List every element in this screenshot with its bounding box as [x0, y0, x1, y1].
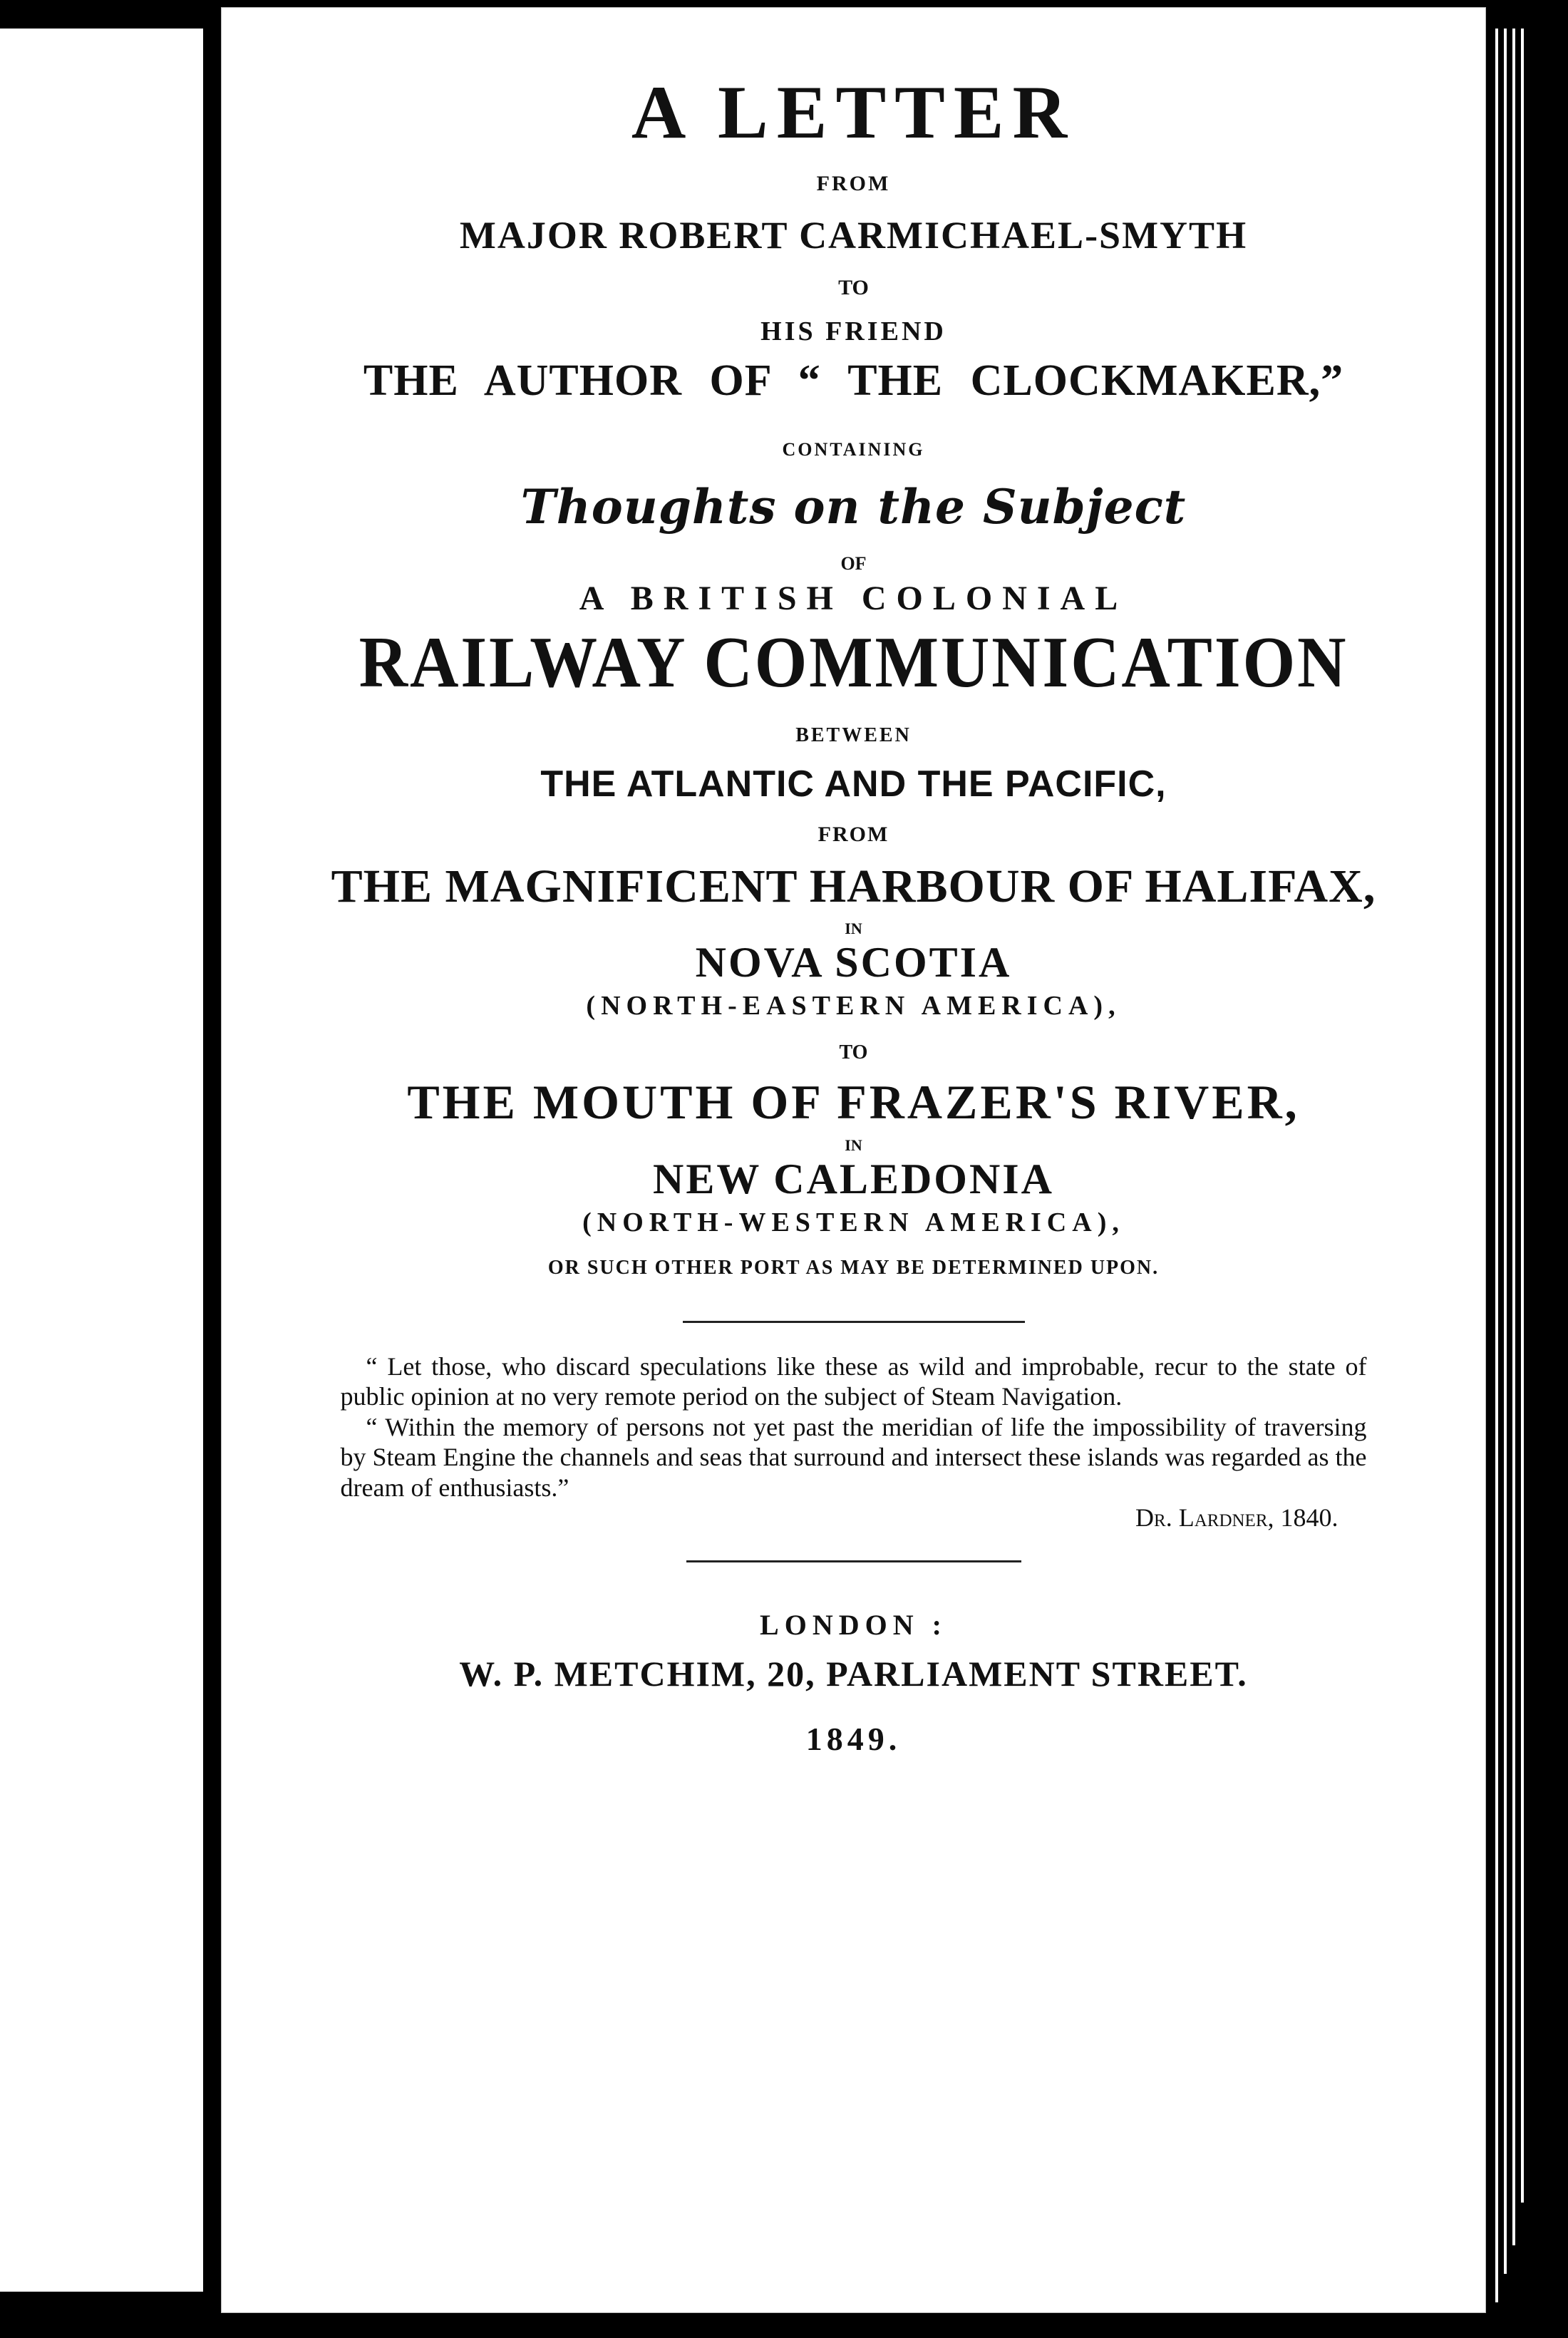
author-name: MAJOR ROBERT CARMICHAEL-SMYTH	[459, 214, 1248, 257]
from-label-2: FROM	[817, 823, 889, 846]
railway-heading: RAILWAY COMMUNICATION	[359, 622, 1348, 703]
quote-paragraph: “ Within the memory of persons not yet past the meridian of life the impossibility of traversing by Steam Engine the channels and seas that surround and intersect these islands was regarded as the dream of enthusiasts.”	[340, 1412, 1367, 1502]
divider-rule	[686, 1560, 1021, 1562]
page-edge-strip	[1504, 29, 1507, 2274]
quote-attribution: Dr. Lardner, 1840.	[1135, 1503, 1339, 1533]
thoughts-heading: Thoughts on the Subject	[520, 479, 1187, 535]
in-label-2: IN	[845, 1136, 862, 1154]
containing-label: CONTAINING	[782, 439, 925, 460]
divider-rule	[683, 1321, 1025, 1323]
imprint-city: LONDON :	[760, 1608, 947, 1641]
page-edge-strip	[1495, 29, 1498, 2302]
title-page	[221, 7, 1486, 2313]
page-edge-strip	[1521, 29, 1524, 2203]
from-label: FROM	[816, 172, 891, 195]
left-page-edge	[0, 29, 203, 2292]
title-page-content	[221, 71, 1486, 1758]
to-label-2: TO	[839, 1041, 868, 1064]
to-label: TO	[838, 276, 869, 299]
halifax-line: THE MAGNIFICENT HARBOUR OF HALIFAX,	[331, 860, 1376, 912]
other-port-line: OR SUCH OTHER PORT AS MAY BE DETERMINED UPON.	[547, 1257, 1160, 1279]
british-colonial-line: A BRITISH COLONIAL	[579, 580, 1128, 617]
north-western-line: (NORTH-WESTERN AMERICA),	[582, 1207, 1125, 1237]
quote-paragraph: “ Let those, who discard speculations like these as wild and improbable, recur to the state of public opinion at no very remote period on the subject of Steam Navigation.	[340, 1352, 1367, 1411]
north-eastern-line: (NORTH-EASTERN AMERICA),	[586, 991, 1121, 1021]
his-friend-label: HIS FRIEND	[760, 316, 947, 346]
page-edge-strip	[1512, 29, 1515, 2245]
epigraph-quote	[341, 1351, 1367, 1533]
page-title: A LETTER	[631, 71, 1076, 154]
nova-scotia-line: NOVA SCOTIA	[695, 939, 1012, 986]
imprint-year: 1849.	[805, 1720, 902, 1757]
of-label: OF	[840, 553, 867, 574]
in-label: IN	[845, 920, 862, 937]
frazer-river-line: THE MOUTH OF FRAZER'S RIVER,	[407, 1075, 1300, 1129]
clockmaker-line: THE AUTHOR OF “ THE CLOCKMAKER,”	[363, 356, 1344, 405]
atlantic-pacific-line: THE ATLANTIC AND THE PACIFIC,	[540, 763, 1167, 805]
new-caledonia-line: NEW CALEDONIA	[653, 1155, 1054, 1203]
imprint-publisher: W. P. METCHIM, 20, PARLIAMENT STREET.	[459, 1653, 1248, 1694]
between-label: BETWEEN	[795, 724, 912, 746]
